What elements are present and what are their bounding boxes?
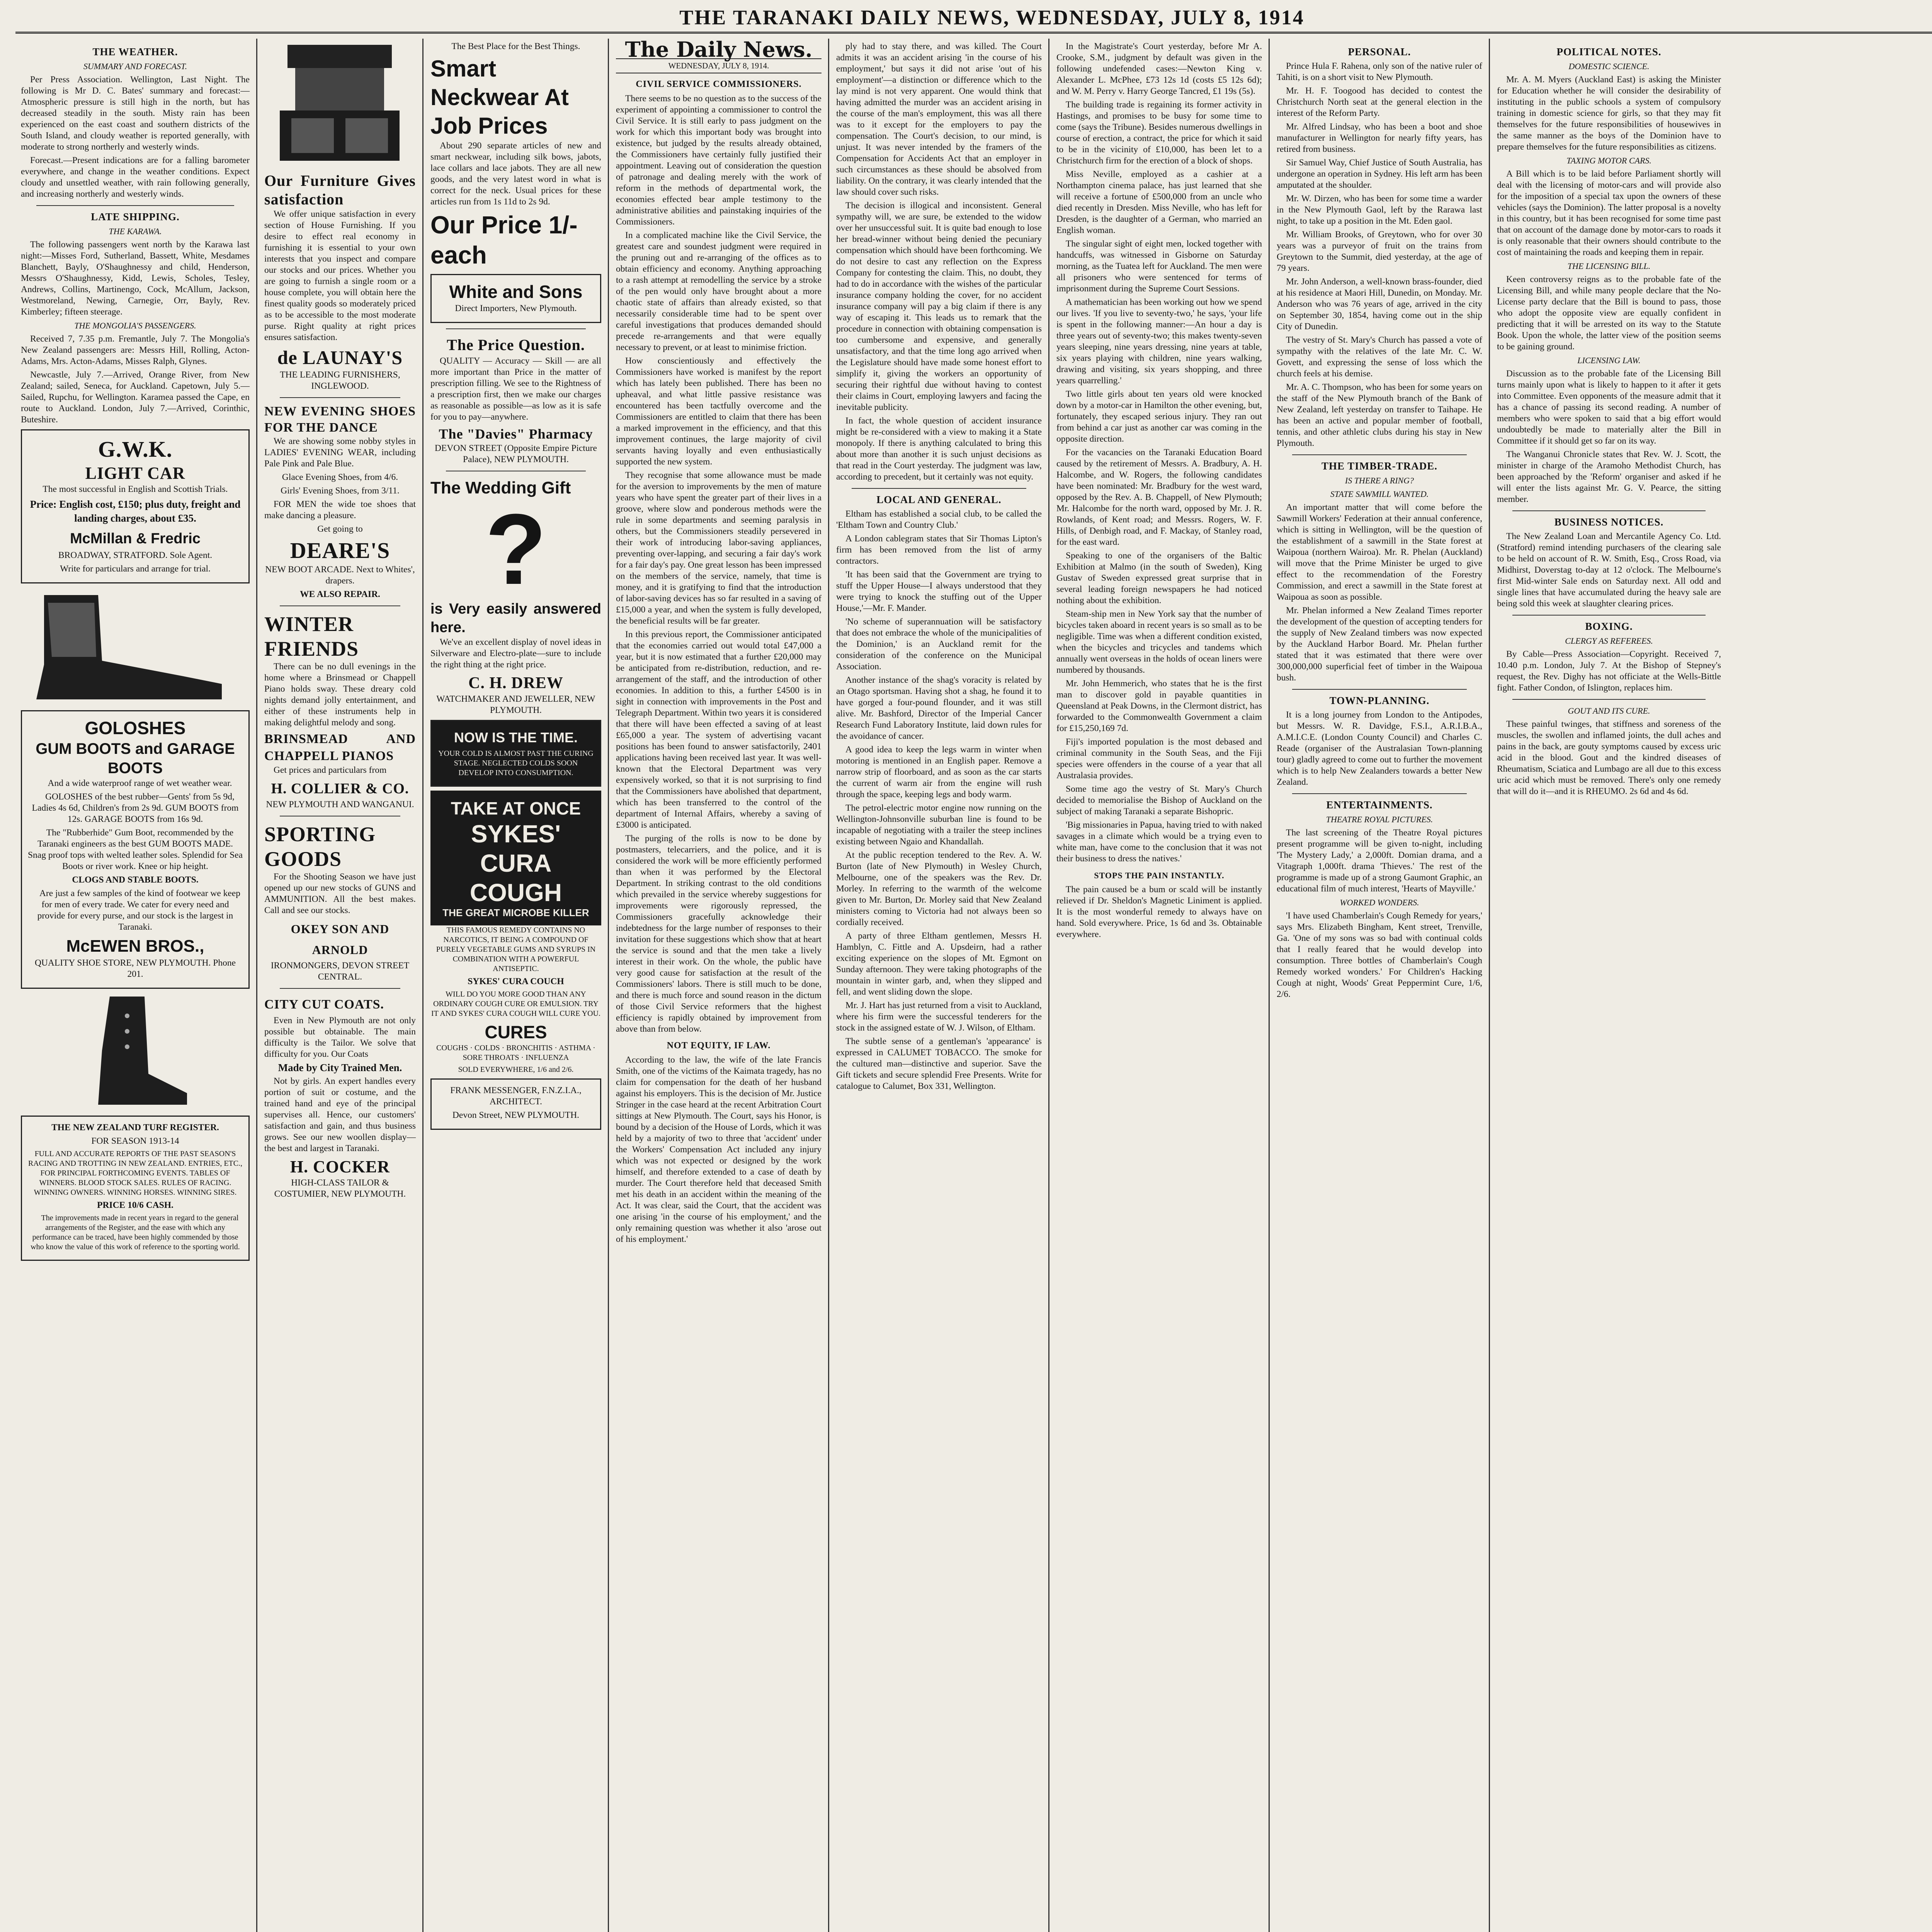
licensing-law-heading: LICENSING LAW. [1577,355,1641,365]
okey-name: OKEY SON AND ARNOLD [291,922,389,957]
best-things-heading: The Best Place for the Best Things. [451,41,580,51]
divider [1512,510,1706,511]
gwk-name: G.W.K. [98,437,173,462]
theatre-royal-heading: THEATRE ROYAL PICTURES. [1326,815,1433,824]
civil-service-heading: CIVIL SERVICE COMMISSIONERS. [636,79,802,89]
column-rule [422,39,423,1932]
evening-shoes-heading: NEW EVENING SHOES FOR THE DANCE [264,404,416,435]
weather-heading: THE WEATHER. [92,46,178,58]
local-item-14: Miss Neville, employed as a cashier at a Northampton cinema palace, has just learned that she will receive a fortune of £500,000 from an uncle who died recently in Dresden. Miss Neville, who has left for Dresden, is the daughter of a German, who married an English woman. [1056,169,1262,235]
davies-name: The "Davies" Pharmacy [439,426,593,442]
local-item-17: Two little girls about ten years old were knocked down by a motor-car in Hamilton the other evening, but, fortunately, they escaped serious injury. They ran out from behind a car just as another car was coming in the opposite direction. [1056,389,1262,444]
winter-friends-text: There can be no dull evenings in the home where a Brinsmead or Chappell Piano holds sway. These dreary cold nights demand jolly entertainment, and either of these instruments help in making delightful melody and song. [264,662,416,728]
gout-heading: GOUT AND ITS CURE. [1568,706,1650,716]
gwk-subtitle: LIGHT CAR [85,464,185,483]
sykes-sold: SOLD EVERYWHERE, 1/6 and 2/6. [458,1065,574,1074]
drew-subtitle: WATCHMAKER AND JEWELLER, NEW PLYMOUTH. [436,694,595,715]
gwk-price: Price: English cost, £150; plus duty, freight and landing charges, about £35. [30,498,241,524]
divider [446,328,586,329]
turf-contents: FULL AND ACCURATE REPORTS OF THE PAST SEASON'S RACING AND TROTTING IN NEW ZEALAND. ENTRIES, ETC., FOR PRINCIPAL FORTHCOMING EVENTS. TABLES OF WINNERS. BLOOD STOCK SALES. RULES OF RACING. WINNING OWNERS. WINNING HORSES. WINNING SIRES. [28,1150,243,1197]
weather-subheading: SUMMARY AND FORECAST. [83,61,187,71]
divider [280,988,400,989]
furniture-heading: Our Furniture Gives satisfaction [264,172,416,208]
wedding-text: We've an excellent display of novel ideas in Silverware and Electro-plate—sure to include the right thing at the right price. [430,637,601,670]
local-general-heading: LOCAL AND GENERAL. [876,494,1002,505]
mcmillan-address: BROADWAY, STRATFORD. Sole Agent. [58,550,213,560]
column-rule [1269,39,1270,1932]
citycut-text: Even in New Plymouth are not only possible but obtainable. The main difficulty is the Tailor. We solve that difficulty for you. Our Coats [264,1015,416,1059]
column-5 [831,39,1047,1932]
divider [1292,454,1467,455]
delaunay-name: de LAUNAY'S [277,347,403,368]
local-item-15: The singular sight of eight men, locked together with handcuffs, was witnessed in Gisborne on Saturday morning, as the Tuatea left for Auckland. The men were all prisoners who were sentenced for terms of imprisonment during the Supreme Court Sessions. [1056,239,1262,294]
white-sons-block [430,274,601,323]
local-item-12: In the Magistrate's Court yesterday, before Mr A. Crooke, S.M., judgment by default was given in the following undefended cases:—Newton King v. Alexander L. McPhee, £73 12s 1d (costs £5 12s 6d); and W. M. Perry v. Harry George Tancred, £1 19s (5s). [1056,41,1262,96]
personal-item-9: Mr. A. C. Thompson, who has been for some years on the staff of the New Plymouth branch of the Bank of New Zealand, left yesterday on transfer to Taihape. He has been an active and popular member of football, tennis, and other athletic clubs during his stay in New Plymouth. [1277,382,1482,448]
newspaper-nameplate: The Daily News. [625,39,813,62]
theatre-royal-text: The last screening of the Theatre Royal pictures present programme will be given to-night, including 'The Mystery Lady,' a 2,000ft. Domian drama, and a Vitagraph 1,000ft. drama 'Thieves.' The rest of the programme is made up of a strong Gaumont Graphic, an educational film of much interest, 'Hearts of Mayville.' [1277,828,1482,894]
licensing-bill-text: Keen controversy reigns as to the probable fate of the Licensing Bill, and while many people declare that the No-License party declare that the Bill is bound to pass, those who adopt the opposite view are equally confident in predicting that it will be arrested on its way to the Statute Book. Upon the whole, the latter view of the position seems to be gaining ground. [1497,274,1721,352]
ladies-boot-illustration [21,993,237,1109]
licensing-law-text: Discussion as to the probable fate of the Licensing Bill turns mainly upon what is likely to happen to it after it gets into Committee. Even opponents of the measure admit that it has a chance of passing its second reading. A number of members who were spoken to said that a big effort would undoubtedly be made to materially alter the Bill in Committee if it should get so far on its way. [1497,369,1721,446]
local-item-18: For the vacancies on the Taranaki Education Board caused by the retirement of Messrs. A. Bradbury, A. H. Halcombe, and W. Rogers, the following candidates have been nominated: Mr. Bradbury for the west ward, opposed by the Rev. A. B. Chappell, of New Plymouth; Mr. Halcombe for the north ward, opposed by Mr. J. R. Rowlands, of Kent road; and Messrs. Rogers, W. F. Hills, of Denbigh road, and F. Mackay, of Stanley road, for the east ward. [1056,447,1262,547]
girls-shoes: Girls' Evening Shoes, from 3/11. [281,486,400,496]
goloshes-advert [21,710,250,989]
wedding-gift-heading: The Wedding Gift [430,478,571,497]
mcmillan-write: Write for particulars and arrange for trial. [60,564,211,574]
boot-illustration [21,587,237,703]
pianos-heading: BRINSMEAD AND CHAPPELL PIANOS [264,732,416,763]
citycut-made: Made by City Trained Men. [278,1062,402,1073]
now-is-the-time-box [430,720,601,787]
personal-item-8: The vestry of St. Mary's Church has passed a vote of sympathy with the relatives of the late Mr. C. W. Govett, and expressing the sense of loss which the church feels at his demise. [1277,335,1482,379]
personal-heading: PERSONAL. [1348,46,1411,58]
local-item-6: A good idea to keep the legs warm in winter when motoring is mentioned in an English paper. Remove a narrow strip of floorboard, and as soon as the car starts the current of warm air from the engine will rush through the space, keeping legs and body warm. [836,745,1042,799]
deares-repair: WE ALSO REPAIR. [300,589,380,599]
civil-service-p1: There seems to be no question as to the success of the experiment of appointing a commissioner to control the Civil Service. It is still early to pass judgment on the work for which this important body was brought into existence, but judged by the results already obtained, the Commissioners have certainly fully justified their appointment. Leaving out of consideration the question of patronage and dealing merely with the work of reform in the methods of departmental work, the economies effected bear ample testimony to the administrative abilities and painstaking inquiries of the Commissioners. [616,94,821,227]
mcewen-address: QUALITY SHOE STORE, NEW PLYMOUTH. Phone 201. [34,958,236,979]
rubberhide-text: The "Rubberhide" Gum Boot, recommended by the Taranaki engineers as the best GUM BOOTS MADE. Snag proof tops with welted leather soles. Splendid for Sea Boots or river work. Knee or hip height. [27,828,243,871]
gout-text: These painful twinges, that stiffness and soreness of the muscles, the swollen and inflamed joints, the dull aches and pains in the back, are gouty symptoms caused by excess uric acid in the blood. Gout and the kindred diseases of Rheumatism, Sciatica and Lumbago are all due to this excess uric acid which must be removed. There's only one remedy that will do it—and it is RHEUMO. 2s 6d and 4s 6d. [1497,719,1721,796]
turf-heading: THE NEW ZEALAND TURF REGISTER. [51,1122,219,1133]
column-4 [611,39,827,1932]
sideboard-illustration [264,41,415,168]
local-item-5: Another instance of the shag's voracity is related by an Otago sportsman. Having shot a shag, he found it to have gorged a four-pound flounder, and it was still alive. Mr. Bashford, Director of the Imperial Cancer Research Fund Laboratory Institute, laid down rules for the avoidance of cancer. [836,675,1042,741]
cocker-subtitle: HIGH-CLASS TAILOR & COSTUMIER, NEW PLYMOUTH. [274,1178,406,1199]
timber-subheading-1: IS THERE A RING? [1345,476,1414,485]
gwk-text: The most successful in English and Scottish Trials. [43,484,228,494]
now-heading: NOW IS THE TIME. [454,730,578,745]
turf-footnote: The improvements made in recent years in regard to the general arrangements of the Register, and the ease with which any performance can be traced, have been highly commended by those who know the value of this work of reference to the sporting world. [31,1214,240,1251]
citycut-text-2: Not by girls. An expert handles every portion of suit or costume, and the trained hand and eye of the principal supervises all. Hence, our customers' satisfaction and gain, and thus business grows. See our new woollen display—the best and largest in Taranaki. [264,1076,416,1153]
divider [280,397,400,398]
sporting-heading: SPORTING GOODS [264,823,376,871]
sykes-text-2: WILL DO YOU MORE GOOD THAN ANY ORDINARY COUGH CURE OR EMULSION. TRY IT AND SYKES' CURA COUGH WILL CURE YOU. [431,990,601,1018]
local-item-2: A London cablegram states that Sir Thomas Lipton's firm has been removed from the list of army contractors. [836,534,1042,566]
licensing-bill-heading: THE LICENSING BILL. [1567,261,1651,271]
clergy-referees-text: By Cable—Press Association—Copyright. Received 7, 10.40 p.m. London, July 7. At the Bishop of Stepney's request, the Rev. Dighy has not officiate at the Wells-Bittle fight. Father Condon, of Islington, replaces him. [1497,649,1721,693]
editorial-continued-1: ply had to stay there, and was killed. The Court admits it was an accident arising 'in the course of his employment,' but says it did not arise 'out of his employment'—a distinction or difference which to the lay mind is not very apparent. One would think that having admitted the murder was an accident arising in the course of the man's employment, this was all there was to it except for the employers to pay the compensation. The Court's decision, to our mind, is unjust. It was never intended by the framers of the Compensation for Accidents Act that an employer in such circumstances as these should be absolved from liability. On the contrary, it was clearly intended that the law should cover such risks. [836,41,1042,197]
collier-name: H. COLLIER & CO. [271,781,409,797]
timber-subheading-2: STATE SAWMILL WANTED. [1330,489,1429,499]
price-question-heading: The Price Question. [447,336,585,354]
smart-neckwear-text: About 290 separate articles of new and smart neckwear, including silk bows, jabots, lace collars and lace jabots. They are all new goods, and the very latest word in what is correct for the neck. Usual prices for these articles run from 1s 11d to 2s 9d. [430,141,601,207]
cocker-name: H. COCKER [290,1157,390,1176]
personal-item-2: Mr. H. F. Toogood has decided to contest the Christchurch North seat at the general election in the interest of the Reform Party. [1277,86,1482,118]
shipping-heading: LATE SHIPPING. [91,211,180,223]
column-rule [256,39,257,1932]
masthead-title: THE TARANAKI DAILY NEWS, WEDNESDAY, JULY 8, 1914 [679,6,1304,29]
column-8 [1492,39,1932,1932]
personal-item-7: Mr. John Anderson, a well-known brass-founder, died at his residence at Maori Hill, Dunedin, on Monday. Mr. Anderson who was 76 years of age, arrived in the city on September 30, 1854, having come out in the ship City of Dunedin. [1277,277,1482,332]
entertainments-heading: ENTERTAINMENTS. [1326,799,1433,811]
timber-text-1: An important matter that will come before the Sawmill Workers' Federation at their annual conference, which is sitting in Wellington, will be the question of the establishment of a sawmill in the State forest at Waipoua (northern Wairoa). Mr. R. Phelan (Auckland) will move that the Prime Minister be urged to give effect to the recommendation of the Forestry Commission, and erect a sawmill in the State forest at Waipoua as soon as possible. [1277,502,1482,602]
divider [1512,615,1706,616]
not-equity-text: According to the law, the wife of the late Francis Smith, one of the victims of the Kaimata tragedy, has no claim for compensation for the death of her husband against his employers. This is the decision of Mr. Justice Stringer in the case heard at the recent Arbitration Court sittings at New Plymouth. The Court, says his Honor, is bound by a decision of the House of Lords, which it was held by a majority of two to three that 'accident' under the Workers' Compensation Act included any injury which was not expected or designed by the work himself, and therefore extended to a case of death by murder. The Court therefore held that deceased Smith met his death in an accident within the meaning of the Act. It was clear, said the Court, that the accident was one arising 'in the course of his employment,' and the only remaining question was whether it also 'arose out of his employment.' [616,1055,821,1244]
worked-wonders-text: 'I have used Chamberlain's Cough Remedy for years,' says Mrs. Elizabeth Bingham, Kent street, Trenville, Ga. 'One of my sons was so bad with continual colds that I really feared that he would develop into consumption. Three bottles of Chamberlain's Cough Remedy worked wonders.' For Children's Hacking Cough at night, Woods' Great Peppermint Cure, 1/6, 2/6. [1277,911,1482,999]
gumboots-text: And a wide waterproof range of wet weather wear. [48,778,232,788]
weather-forecast: Forecast.—Present indications are for a falling barometer everywhere, and change in the weather conditions. Expect cloudy and unsettled weather, with rain following generally, and increasing northerly and westerly winds. [21,155,250,199]
sporting-text: For the Shooting Season we have just opened up our new stocks of GUNS and AMMUNITION. All the best makes. Call and see our stocks. [264,872,416,915]
deares-name: DEARE'S [290,538,390,563]
local-item-23: Some time ago the vestry of St. Mary's Church decided to memorialise the Bishop of Auckland on the subject of making Taranaki a separate Bishopric. [1056,784,1262,816]
deares-going: Get going to [317,524,363,534]
taxing-motor-cars-text: A Bill which is to be laid before Parliament shortly will deal with the licensing of motor-cars and will provide also for the imposition of a special tax upon the owners of these vehicles (says the Dominion). The latter proposal is a novelty in this country, but it has been recognised for some time past that on account of the damage done by motor-cars to roads it is only reasonable that their owners should contribute to the cost of maintaining the roads and keeping them in repair. [1497,169,1721,257]
sykes-name: SYKES' CURA COUGH [469,820,562,906]
messenger-card [430,1078,601,1130]
mongolia-text: Received 7, 7.35 p.m. Fremantle, July 7. The Mongolia's New Zealand passengers are: Messrs Hill, Rolling, Acton-Adams, Mrs. Acton-Adams, Misses Ralph, Glynes. [21,334,250,366]
sykes-name-again: SYKES' CURA COUCH [468,976,564,986]
column-7 [1271,39,1488,1932]
political-notes-heading: POLITICAL NOTES. [1556,46,1662,58]
not-equity-heading: NOT EQUITY, IF LAW. [667,1041,771,1051]
stops-pain-heading: STOPS THE PAIN INSTANTLY. [1094,871,1225,880]
personal-item-5: Mr. W. Dirzen, who has been for some time a warder in the New Plymouth Gaol, left by the Rarawa last night, to take up a position in the Mt. Eden gaol. [1277,194,1482,226]
gwk-advert [21,429,250,583]
turf-season: FOR SEASON 1913-14 [91,1136,179,1146]
divider [852,488,1026,489]
goloshes-heading: GOLOSHES [85,718,186,738]
clogs-heading: CLOGS AND STABLE BOOTS. [72,875,199,885]
white-sons-name: White and Sons [449,282,583,302]
editorial-continued-2: The decision is illogical and inconsistent. General sympathy will, we are sure, be extended to the widow over her unsuccessful suit. It is quite bad enough to lose her bread-winner without being denied the pecuniary compensation which should have been forthcoming. We do not desire to cast any reflection on the Express Company for contesting the claim. This, no doubt, they had to do in accordance with the wishes of the particular insurance company holding the cover, for no accident insurance company will pay a big claim if there is any way of escaping it. This leads us to remark that the procedure in connection with obtaining compensation is too cumbersome and expensive, and generally unsatisfactory, and that the time long ago arrived when the Legislature should have made some honest effort to simplify it, giving the workers an opportunity of securing their rightful due without having to contest their claims in Court, employing lawyers and facing the inevitable publicity. [836,201,1042,412]
divider [1512,699,1706,700]
civil-service-p4: They recognise that some allowance must be made for the aversion to improvements by the men of mature years who have spent the greater part of their lives in a groove, where slow and ponderous methods were the rule in some departments and seeming paralysis in others, but the Commissioners steadily persevered in their work of introducing labor-saving appliances, preventing over-lapping, and securing a fair day's work for a fair day's pay. One great lesson has been impressed on the members of the service, namely, that time is money, and it is gratifying to find that the introduction of labor-saving devices has so far resulted in a saving of £15,000 a year, and when the system is fully developed, the beneficial results will be far greater. [616,470,821,626]
mongolia-heading: THE MONGOLIA'S PASSENGERS. [74,321,196,330]
civil-service-p5: In this previous report, the Commissioner anticipated that the economies carried out would total £47,000 a year, but it is now estimated that a further £20,000 may be anticipated from re-distribution, reduction, and re-arrangement of the staff, and the introduction of other economies. In addition to this, a further £4500 is in sight in connection with improvements in the Post and Telegraph Department. Within two years it is considered that there will have been effected a saving of at least £65,000 a year. The system of advertising vacant positions has been found to answer satisfactorily, 2401 applications having been received last year. It was well-known that the Electoral Department was very expensively worked, so that it is not surprising to find that the Commissioners have abolished that department, which has been transferred to the control of the department of Internal Affairs, whereby a saving of £3000 is anticipated. [616,629,821,830]
local-item-24: 'Big missionaries in Papua, having tried to with naked savages in a climate which would be a trying even to white man, have come to the conclusion that it was not their business to dress the natives.' [1056,820,1262,864]
personal-item-3: Mr. Alfred Lindsay, who has been a boot and shoe manufacturer in Wellington for nearly fifty years, has retired from business. [1277,122,1482,154]
civil-service-p6: The purging of the rolls is now to be done by postmasters, telecarriers, and the police, and it is considered the work will be more efficiently performed than when it was performed by the Electoral Department. In striking contrast to the old conditions which prevailed in the service whereby suggestions for improvements were rigorously repressed, the Commissioners gracefully acknowledge their indebtedness for the large number of responses to their invitation for these suggestions which show that at heart the service is sound and that the men take a lively interest in their work. On the whole, the public have very good cause for satisfaction at the result of the Commissioners' labors. There is still much to be done, and there is much force and sound reason in the dictum of those Civil Service reformers that the highest efficiency is rapidly obtained by improvement from above than from below. [616,833,821,1034]
business-notices-text: The New Zealand Loan and Mercantile Agency Co. Ltd. (Stratford) remind intending purchasers of the clearing sale to be held on account of R. W. Smith, Esq., Cross Road, via Midhirst, Doverstag to-day at 12 o'clock. The Melbourne's first Mid-winter Sale ends on Saturday next. All odd and single lines that have accumulated during the heavy sale are being sold this week at slaughter clearing prices. [1497,531,1721,609]
sykes-take: TAKE AT ONCE [451,798,581,818]
local-item-8: At the public reception tendered to the Rev. A. W. Burton (late of New Plymouth) in Wesley Church, Melbourne, one of the speakers was the Rev. Dr. Morley. In referring to the warmth of the welcome given to Mr. Burton, Dr. Morley said that New Zealand ministers coming to Victoria had not always been so cordially received. [836,850,1042,927]
personal-item-6: Mr. William Brooks, of Greytown, who for over 30 years was a purveyor of fruit on the trains from Greytown to the Summit, died yesterday, at the age of 79 years. [1277,230,1482,273]
turf-register-advert [21,1116,250,1261]
our-price-heading: Our Price 1/- each [430,211,578,269]
price-question-text: QUALITY — Accuracy — Skill — are all more important than Price in the matter of prescription filling. We see to the Rightness of a prescription first, then we make our charges as reasonable as possible—as low as it is safe for you to pay—anywhere. [430,356,601,422]
furniture-text: We offer unique satisfaction in every section of House Furnishing. If you desire to effect real economy in furnishing it is essential to your own interests that you inspect and compare our stocks and our prices. Whether you are going to furnish a single room or a house complete, you will obtain here the finest quality goods so moderately priced as to be accessible to the most moderate purse. Right quality at right prices ensures satisfaction. [264,209,416,342]
mcewen-name: McEWEN BROS., [66,937,204,956]
clergy-referees-heading: CLERGY AS REFEREES. [1565,636,1653,646]
delaunay-subtitle: THE LEADING FURNISHERS, INGLEWOOD. [280,370,400,391]
wedding-answered: is Very easily answered here. [430,601,601,636]
wanganui-text: The Wanganui Chronicle states that Rev. W. J. Scott, the minister in charge of the Aramoho Methodist Church, has been approached by the 'Reform' organiser and asked if he will enter the lists against Mr. G. V. Pearce, the sitting member. [1497,449,1721,504]
local-item-7: The petrol-electric motor engine now running on the Wellington-Johnsonville suburban line is found to be incapable of negotiating with a trailer the steep inclines existing between Ngaio and Khandallah. [836,803,1042,847]
editorial-continued-3: In fact, the whole question of accident insurance might be re-considered with a view to making it a State monopoly. If there is anything calculated to bring this about more than another it is such unjust decisions as that read in the Court yesterday. The judgment was law, according to precedent, but it certainly was not equity. [836,416,1042,482]
civil-service-p3: How conscientiously and effectively the Commissioners have worked is manifest by the report which has lately been published. There has been no upheaval, and what little passive resistance was encountered has been tactfully overcome and the Commissioners are entitled to claim that there has been a marked improvement in the efficiency, and that this improvement continues, the large majority of civil servants having loyally and even enthusiastically supported the new system. [616,356,821,467]
local-item-9: A party of three Eltham gentlemen, Messrs H. Hamblyn, C. Fittle and A. Upsdeirn, had a rather exciting experience on the slopes of Mt. Egmont on Sunday afternoon. They were taking photographs of the mountain in winter garb, and, when they slipped and fell, and went sliding down the slope. [836,931,1042,997]
evening-shoes-text: We are showing some nobby styles in LADIES' EVENING WEAR, including Pale Pink and Pale Blue. [264,436,416,469]
personal-item-4: Sir Samuel Way, Chief Justice of South Australia, has undergone an operation in Sydney. His left arm has been amputated at the shoulder. [1277,158,1482,190]
divider [36,205,234,206]
local-item-20: Steam-ship men in New York say that the number of bicycles taken aboard in recent years is so small as to be negligible. Time was when a different condition existed, when the bicycles and tricycles and tandems which annually went overseas in the holds of ocean liners were numbered by thousands. [1056,609,1262,675]
karawa-text: The following passengers went north by the Karawa last night:—Misses Ford, Sutherland, Bassett, White, Mesdames Blanchett, Bayly, O'Shaughnessy and child, Henderson, Messrs O'Shaughnessy, Kidd, Lewis, Scholes, Tesley, Andrews, Collins, Martinengo, Cock, McAllum, Jackson, Westmoreland, Newing, Carnegie, Orr, Bayly, Rev. Kimberley; fifteen steerage. [21,240,250,317]
local-item-22: Fiji's imported population is the most debased and criminal community in the South Seas, and the Fiji species were offenders in the course of a year that all Australasia provides. [1056,737,1262,781]
collier-subtitle: NEW PLYMOUTH AND WANGANUI. [266,799,414,810]
turf-price: PRICE 10/6 CASH. [97,1200,173,1210]
local-item-16: A mathematician has been working out how we spend our lives. 'If you live to seventy-two,' he says, 'your life is spent in the following manner:—An hour a day is three years out of seventy-two; this makes twenty-seven years sleeping, nine years dressing, nine years at table, six years playing with children, nine years walking, drawing and visiting, six years shopping, and three years quarrelling.' [1056,297,1262,386]
drew-name: C. H. DREW [468,674,563,692]
worked-wonders-heading: WORKED WONDERS. [1340,898,1419,907]
civil-service-p2: In a complicated machine like the Civil Service, the greatest care and soundest judgment were required in the pruning out and re-arranging of the offices as to obtain efficiency and economy. Anything approaching to a rash attempt at remodelling the service by a stroke of the pen would only have brought about a more chaotic state of affairs than already existed, so that necessarily considerable time had to be spent over careful investigations that produces demanded should precede re-arrangements and that were equally necessary to prevent, or at least to minimise friction. [616,230,821,352]
town-planning-text: It is a long journey from London to the Antipodes, but Messrs. W. R. Davidge, F.S.I., A.R.I.B.A., A.M.I.C.E. (London County Council) and Charles C. Reade (organiser of the Australasian Town-planning tour) gladly agreed to come out to further the movement which is to help New Zealanders towards a better New Zealand. [1277,710,1482,787]
column-rule [1489,39,1490,1932]
now-text: YOUR COLD IS ALMOST PAST THE CURING STAGE. NEGLECTED COLDS SOON DEVELOP INTO CONSUMPTION. [438,749,594,777]
timber-text-2: Mr. Phelan informed a New Zealand Times reporter the development of the question of accepting tenders for the supply of New Zealand timbers was now expected by the Auckland Harbor Board. Mr. Phelan further stated that it was estimated that there were over 300,000,000 superficial feet of timber in the Waipoua bush. [1277,605,1482,683]
local-item-11: The subtle sense of a gentleman's 'appearance' is expressed in CALUMET TOBACCO. The smoke for the cultured man—distinctive and superior. Save the Gift tickets and secure splendid Free Presents. Write for catalogue to Calumet, Box 331, Wellington. [836,1036,1042,1091]
local-item-13: The building trade is regaining its former activity in Hastings, and promises to be busy for some time to come (says the Tribune). Besides numerous dwellings in course of erection, a contract, the price for which it said to be in the vicinity of £10,000, has been let to a Christchurch firm for the erection of a block of shops. [1056,100,1262,166]
column-rule [1048,39,1049,1932]
mcmillan-name: McMillan & Fredric [70,531,201,547]
sykes-tagline: THE GREAT MICROBE KILLER [442,907,589,918]
local-item-10: Mr. J. Hart has just returned from a visit to Auckland, where his firm were the successful tenderers for the stock in the assigned estate of W. J. Wilson, of Eltham. [836,1000,1042,1033]
davies-subtitle: DEVON STREET (Opposite Empire Picture Palace), NEW PLYMOUTH. [435,443,597,464]
masthead [15,5,1932,34]
taxing-motor-cars-heading: TAXING MOTOR CARS. [1566,156,1651,165]
column-6 [1051,39,1267,1932]
mens-shoes: FOR MEN the wide toe shoes that make dancing a pleasure. [264,499,416,520]
local-item-3: 'It has been said that the Government are trying to stuff the Upper House—I always understood that they were trying to knock the stuffing out of the Upper House,'—Mr. F. Mander. [836,570,1042,613]
stops-pain-text: The pain caused be a bum or scald will be instantly relieved if Dr. Sheldon's Magnetic Liniment is applied. It is the most wonderful remedy to always have on hand. Sold everywhere. Price, 1s 6d and 3s. Obtainable everywhere. [1056,884,1262,939]
sykes-text: THIS FAMOUS REMEDY CONTAINS NO NARCOTICS, IT BEING A COMPOUND OF PURELY VEGETABLE GUMS AND SYRUPS IN COMBINATION WITH A POWERFUL ANTISEPTIC. [436,926,596,973]
column-1 [15,39,255,1932]
local-item-19: Speaking to one of the organisers of the Baltic Exhibition at Malmo (in the south of Sweden), King Gustav of Sweden expressed great surprise that in several leading foreign newspapers he had noticed nothing about the exhibition. [1056,551,1262,605]
column-rule [608,39,609,1932]
editorial-date: WEDNESDAY, JULY 8, 1914. [616,58,821,73]
domestic-science-heading: DOMESTIC SCIENCE. [1568,61,1650,71]
messenger-name: FRANK MESSENGER, F.N.Z.I.A., ARCHITECT. [450,1085,582,1107]
gumboots-heading: GUM BOOTS and GARAGE BOOTS [36,740,235,777]
divider [1292,793,1467,794]
arrivals-text: Newcastle, July 7.—Arrived, Orange River, from New Zealand; sailed, Seneca, for Auckland. Capetown, July 5.—Sailed, Rupchu, for Wellington. Karamea passed the Cape, en route to Auckland. London, July 7.—Arrived, Corinthic, Buteshire. [21,370,250,425]
winter-friends-heading: WINTER FRIENDS [264,612,359,660]
local-item-4: 'No scheme of superannuation will be satisfactory that does not embrace the whole of the municipalities of the Dominion,' is an Auckland remit for the consideration of the conference on the Municipal Association. [836,617,1042,672]
column-3 [425,39,607,1932]
cures-heading: CURES [485,1022,547,1042]
divider [280,605,400,606]
domestic-science-text: Mr. A. M. Myers (Auckland East) is asking the Minister for Education whether he will consider the desirability of instituting in the public schools a system of compulsory training in domestic science for girls, so that they may fit themselves for the future responsibilities of housewives in the same manner as the boys of the Dominion have to prepare themselves for the future responsibilities as citizens. [1497,75,1721,152]
clogs-text: Are just a few samples of the kind of footwear we keep for men of every trade. We cater for every need and provide for every purse, and our stock is the largest in Taranaki. [37,888,241,932]
timber-trade-heading: THE TIMBER-TRADE. [1321,460,1438,472]
question-mark: ? [485,493,547,605]
sykes-advert [430,791,601,925]
deares-subtitle: NEW BOOT ARCADE. Next to Whites', drapers. [265,565,415,586]
karawa-heading: THE KARAWA. [109,226,162,236]
okey-subtitle: IRONMONGERS, DEVON STREET CENTRAL. [270,961,410,982]
town-planning-heading: TOWN-PLANNING. [1329,695,1430,706]
citycut-heading: CITY CUT COATS. [264,997,384,1012]
smart-neckwear-heading: Smart Neckwear At Job Prices [430,56,569,139]
local-item-1: Eltham has established a social club, to be called the 'Eltham Town and Country Club.' [836,509,1042,530]
white-sons-subtitle: Direct Importers, New Plymouth. [455,303,577,313]
messenger-address: Devon Street, NEW PLYMOUTH. [452,1110,580,1120]
boxing-heading: BOXING. [1585,621,1633,632]
personal-item-1: Prince Hula F. Rahena, only son of the native ruler of Tahiti, is on a short visit to New Plymouth. [1277,61,1482,82]
cures-list: COUGHS · COLDS · BRONCHITIS · ASTHMA · SORE THROATS · INFLUENZA [436,1044,595,1062]
pianos-text: Get prices and particulars from [274,765,387,775]
weather-summary: Per Press Association. Wellington, Last Night. The following is Mr D. C. Bates' summary and forecast:— Atmospheric pressure is still high in the north, but has decreased steadily in the south. Misty rain has been experienced on the east coast and southern districts of the South Island, and cloudy weather is reported generally, with moderate to strong northerly and westerly winds. [21,75,250,152]
business-notices-heading: BUSINESS NOTICES. [1554,516,1664,528]
column-2 [259,39,421,1932]
column-rule [828,39,829,1932]
glace-shoes: Glace Evening Shoes, from 4/6. [282,472,398,482]
goloshes-prices: GOLOSHES of the best rubber—Gents' from 5s 9d, Ladies 4s 6d, Children's from 2s 9d. GUM BOOTS from 12s. GARAGE BOOTS from 16s 9d. [32,792,239,824]
divider [1292,689,1467,690]
local-item-21: Mr. John Hemmerich, who states that he is the first man to discover gold in payable quantities in Queensland at Peak Downs, in the Clermont district, has forwarded to the Commonwealth Government a claim for £15,250,169 7d. [1056,679,1262,733]
